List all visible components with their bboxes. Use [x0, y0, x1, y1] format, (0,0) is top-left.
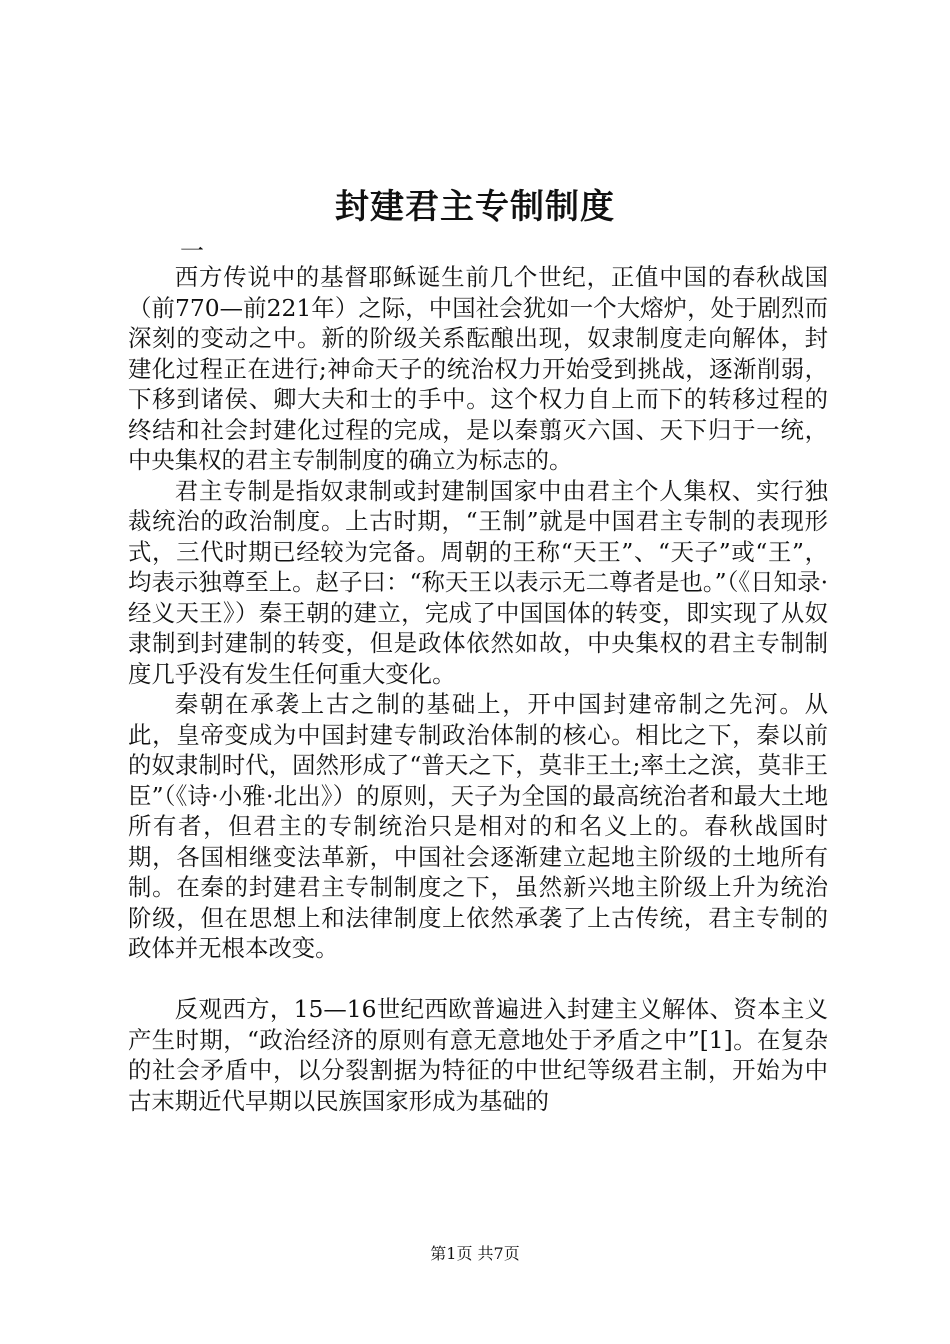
- paragraph-1: 西方传说中的基督耶稣诞生前几个世纪，正值中国的春秋战国（前770—前221年）之际，中国社会犹如一个大熔炉，处于剧烈而深刻的变动之中。新的阶级关系酝酿出现，奴隶制度走向解体，封建化过程正在进行;神命天子的统治权力开始受到挑战，逐渐削弱，下移到诸侯、卿大夫和士的手中。这个权力自上而下的转移过程的终结和社会封建化过程的完成，是以秦翦灭六国、天下归于一统，中央集权的君主专制制度的确立为标志的。: [128, 263, 828, 474]
- document-title: 封建君主专制制度: [335, 187, 615, 227]
- page-footer: 第1页 共7页: [430, 1244, 520, 1263]
- paragraph-spacer: [128, 964, 828, 995]
- paragraph-3: 秦朝在承袭上古之制的基础上，开中国封建帝制之先河。从此，皇帝变成为中国封建专制政治体制的核心。相比之下，秦以前的奴隶制时代，固然形成了“普天之下，莫非王土;率土之滨，莫非王臣”（《诗·小雅·北出》）的原则，天子为全国的最高统治者和最大土地所有者，但君主的专制统治只是相对的和名义上的。春秋战国时期，各国相继变法革新，中国社会逐渐建立起地主阶级的土地所有制。在秦的封建君主专制制度之下，虽然新兴地主阶级上升为统治阶级，但在思想上和法律制度上依然承袭了上古传统，君主专制的政体并无根本改变。: [128, 690, 828, 962]
- paragraph-2: 君主专制是指奴隶制或封建制国家中由君主个人集权、实行独裁统治的政治制度。上古时期，“王制”就是中国君主专制的表现形式，三代时期已经较为完备。周朝的王称“天王”、“天子”或“王”，均表示独尊至上。赵子曰：“称天王以表示无二尊者是也。”（《日知录·经义天王》）秦王朝的建立，完成了中国国体的转变，即实现了从奴隶制到封建制的转变，但是政体依然如故，中央集权的君主专制制度几乎没有发生任何重大变化。: [128, 476, 828, 688]
- body-text: [128, 262, 828, 1116]
- paragraph-4: 反观西方，15—16世纪西欧普遍进入封建主义解体、资本主义产生时期，“政治经济的原则有意无意地处于矛盾之中”[1]。在复杂的社会矛盾中，以分裂割据为特征的中世纪等级君主制，开始为中古末期近代早期以民族国家形成为基础的: [128, 995, 828, 1115]
- section-number: 一: [180, 237, 204, 265]
